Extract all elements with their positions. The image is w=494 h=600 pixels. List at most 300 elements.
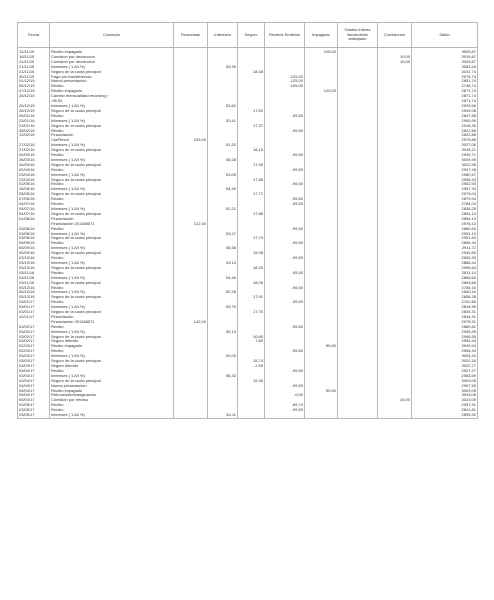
cell-concepto: Seguro de la cuota principal xyxy=(50,148,174,153)
cell-fecha: 30/11/15 xyxy=(18,75,50,80)
cell-intereses: 55,28 xyxy=(208,158,238,163)
cell-concepto: Financiación xyxy=(50,315,174,320)
cell-fecha: 05/04/17 xyxy=(18,398,50,403)
cell-concepto: Intereses ( 1,84 %) xyxy=(50,276,174,281)
cell-concepto: Recibo impagado xyxy=(50,48,174,55)
cell-concepto: Intereses ( 1,84 %) xyxy=(50,290,174,295)
cell-saldo: 2980,57 xyxy=(412,173,478,178)
cell-seguro: 17,76 xyxy=(238,310,265,315)
cell-fecha: 03/08/16 xyxy=(18,236,50,241)
cell-fecha: 03/10/16 xyxy=(18,261,50,266)
cell-saldo: 2911,72 xyxy=(412,246,478,251)
col-impagado: Impagado xyxy=(305,23,338,48)
cell-saldo: 2927,27 xyxy=(412,369,478,374)
cell-fecha: 03/02/17 xyxy=(18,325,50,330)
cell-concepto: Intereses ( 1,84 %) xyxy=(50,158,174,163)
cell-concepto: Seguro de la cuota principal xyxy=(50,124,174,129)
cell-fecha: 12/02/16 xyxy=(18,133,50,138)
cell-saldo: 2902,93 xyxy=(412,182,478,187)
cell-concepto: Intereses ( 1,84 %) xyxy=(50,354,174,359)
cell-intereses: 55,14 xyxy=(208,330,238,335)
cell-fecha: 05/09/16 xyxy=(18,251,50,256)
cell-concepto: Recibo xyxy=(50,114,174,119)
cell-fecha: 05/01/16 xyxy=(18,114,50,119)
cell-fecha: 03/11/16 xyxy=(18,281,50,286)
cell-concepto: Recibo xyxy=(50,241,174,246)
cell-concepto: Recibo xyxy=(50,256,174,261)
cell-saldo: 3022,77 xyxy=(412,364,478,369)
cell-saldo: 2847,58 xyxy=(412,114,478,119)
cell-fecha: 03/02/17 xyxy=(18,335,50,340)
cell-saldo: 2934,10 xyxy=(412,232,478,237)
col-gastos-interes: Gastos Interes Vencimiento anticipado xyxy=(338,23,378,48)
cell-concepto: Seguro de la cuota principal xyxy=(50,192,174,197)
cell-concepto: Intereses ( 1,84 %) xyxy=(50,413,174,418)
cell-seguro: 18,06 xyxy=(238,281,265,286)
col-recibos-emitidos: Recibos Emitidos xyxy=(265,23,305,48)
cell-concepto: Seguro de la cuota principal xyxy=(50,178,174,183)
cell-saldo: 2834,31 xyxy=(412,310,478,315)
cell-fecha: 01/12/15 xyxy=(18,79,50,84)
cell-fecha: 23/01/16 xyxy=(18,119,50,124)
cell-financiado: 153,00 xyxy=(174,138,208,143)
cell-fecha: 04/04/17 xyxy=(18,384,50,389)
cell-saldo: 2907,55 xyxy=(412,384,478,389)
cell-saldo: 2822,86 xyxy=(412,133,478,138)
cell-recibos-emitidos: -95,50 xyxy=(265,241,305,246)
cell-saldo: 3019,87 xyxy=(412,55,478,60)
cell-recibos-emitidos: -125,00 xyxy=(265,79,305,84)
cell-concepto: Recibo xyxy=(50,369,174,374)
cell-recibos-emitidos: -95,50 xyxy=(265,369,305,374)
cell-saldo: 2930,80 xyxy=(412,251,478,256)
cell-seguro: 19,36 xyxy=(238,379,265,384)
cell-recibos-emitidos: -95,50 xyxy=(265,349,305,354)
cell-fecha: 03/01/17 xyxy=(18,310,50,315)
cell-fecha: 03/04/17 xyxy=(18,379,50,384)
col-seguro: Seguro xyxy=(238,23,265,48)
cell-concepto: Comision por devolucion xyxy=(50,55,174,60)
cell-saldo: 2834,31 xyxy=(412,315,478,320)
cell-saldo: 2851,74 xyxy=(412,79,478,84)
cell-recibos-emitidos: -95,50 xyxy=(265,300,305,305)
cell-concepto: Intereses ( 1,84 %) xyxy=(50,104,174,109)
cell-saldo: 2927,48 xyxy=(412,168,478,173)
cell-saldo: 2822,86 xyxy=(412,129,478,134)
cell-concepto: Recibo xyxy=(50,84,174,89)
cell-concepto: Recibo xyxy=(50,286,174,291)
table-row xyxy=(18,48,478,55)
cell-comisiones: 10,00 xyxy=(378,55,412,60)
cell-fecha: 03/11/16 xyxy=(18,276,50,281)
cell-recibos-emitidos: -85,74 xyxy=(265,403,305,408)
cell-recibos-emitidos: -95,50 xyxy=(265,114,305,119)
cell-gastos-interes xyxy=(338,48,378,55)
cell-concepto: Nueva presentación xyxy=(50,384,174,389)
cell-concepto: Seguro de la cuota principal xyxy=(50,70,174,75)
cell-intereses: 53,39 xyxy=(208,65,238,70)
cell-saldo: 2854,13 xyxy=(412,212,478,217)
cell-recibos-emitidos: -95,50 xyxy=(265,408,305,413)
cell-concepto: Recibo xyxy=(50,153,174,158)
cell-concepto: Financiación xyxy=(50,133,174,138)
cell-fecha: 03/05/17 xyxy=(18,413,50,418)
cell-recibos-emitidos: -0,00 xyxy=(265,393,305,398)
cell-concepto: Seguro diferido xyxy=(50,364,174,369)
cell-fecha: 07/06/16 xyxy=(18,197,50,202)
cell-intereses: 55,38 xyxy=(208,246,238,251)
cell-recibos-emitidos: -95,50 xyxy=(265,129,305,134)
cell-financiado xyxy=(174,48,208,55)
cell-concepto: Intereses ( 1,84 %) xyxy=(50,232,174,237)
cell-seguro: 17,71 xyxy=(238,192,265,197)
cell-saldo: 3027,06 xyxy=(412,143,478,148)
cell-seguro: 18,15 xyxy=(238,148,265,153)
cell-saldo: 2975,86 xyxy=(412,138,478,143)
cell-recibos-emitidos: -95,50 xyxy=(265,325,305,330)
cell-saldo: 3022,98 xyxy=(412,163,478,168)
cell-concepto: Seguro de la cuota principal xyxy=(50,359,174,364)
cell-saldo: 2880,63 xyxy=(412,227,478,232)
cell-intereses: 53,09 xyxy=(208,173,238,178)
cell-concepto: Seguro de la cuota principal xyxy=(50,163,174,168)
cell-comisiones xyxy=(378,48,412,55)
cell-fecha: 27/02/16 xyxy=(18,148,50,153)
cell-saldo: 2954,44 xyxy=(412,349,478,354)
cell-fecha: 23/01/16 xyxy=(18,124,50,129)
cell-fecha: 23/04/16 xyxy=(18,178,50,183)
cell-fecha: 05/04/17 xyxy=(18,393,50,398)
cell-intereses: 54,40 xyxy=(208,187,238,192)
cell-saldo: 2949,71 xyxy=(412,153,478,158)
cell-saldo: 3003,05 xyxy=(412,389,478,394)
cell-saldo: 2976,31 xyxy=(412,320,478,325)
cell-saldo: 3049,94 xyxy=(412,344,478,349)
cell-recibos-emitidos: -95,50 xyxy=(265,153,305,158)
cell-concepto: Financiación xyxy=(50,217,174,222)
cell-concepto: Seguro de la cuota principal xyxy=(50,251,174,256)
cell-fecha: 28/05/16 xyxy=(18,192,50,197)
cell-saldo: 3083,26 xyxy=(412,65,478,70)
cell-concepto: Seguro de la cuota principal xyxy=(50,310,174,315)
cell-saldo: 2854,13 xyxy=(412,217,478,222)
cell-intereses xyxy=(208,48,238,55)
cell-saldo: 2871,74 xyxy=(412,94,478,99)
cell-saldo: 2954,44 xyxy=(412,339,478,344)
cell-concepto: Recibo xyxy=(50,182,174,187)
cell-fecha: 04/07/16 xyxy=(18,202,50,207)
cell-saldo: 2976,13 xyxy=(412,222,478,227)
cell-saldo: 2895,92 xyxy=(412,413,478,418)
cell-concepto: Recibo xyxy=(50,197,174,202)
cell-fecha: 03/08/16 xyxy=(18,232,50,237)
cell-concepto: Pago por transferencia xyxy=(50,75,174,80)
cell-recibos-emitidos: -95,50 xyxy=(265,182,305,187)
cell-concepto: Financiación 201368571 xyxy=(50,222,174,227)
cell-concepto: Intereses ( 1,84 %) xyxy=(50,143,174,148)
cell-fecha: 02/03/17 xyxy=(18,344,50,349)
cell-intereses: 50,00 xyxy=(208,354,238,359)
statement-body xyxy=(17,48,478,419)
col-intereses: Intereses xyxy=(208,23,238,48)
cell-seguro xyxy=(238,413,265,418)
cell-concepto: Intereses ( 1,84 %) xyxy=(50,305,174,310)
cell-fecha: 05/09/16 xyxy=(18,241,50,246)
cell-fecha: 03/08/16 xyxy=(18,227,50,232)
cell-seguro: 17,86 xyxy=(238,178,265,183)
cell-fecha: 05/12/16 xyxy=(18,286,50,291)
cell-recibos-emitidos: -125,00 xyxy=(265,75,305,80)
cell-recibos-emitidos: -95,50 xyxy=(265,197,305,202)
cell-saldo: 2998,43 xyxy=(412,178,478,183)
cell-saldo: 2784,04 xyxy=(412,202,478,207)
cell-saldo: 2836,25 xyxy=(412,207,478,212)
cell-seguro: 18,48 xyxy=(238,70,265,75)
cell-recibos-emitidos: -95,50 xyxy=(265,168,305,173)
cell-saldo: 2762,85 xyxy=(412,300,478,305)
cell-concepto: Seguro diferido xyxy=(50,339,174,344)
cell-saldo: 2835,30 xyxy=(412,256,478,261)
cell-saldo: 2946,55 xyxy=(412,335,478,340)
cell-intereses: 53,47 xyxy=(208,232,238,237)
cell-fecha: 03/04/17 xyxy=(18,369,50,374)
cell-concepto: Recibo impagado xyxy=(50,389,174,394)
cell-concepto: Intereses ( 1,84 %) xyxy=(50,330,174,335)
cell-impagado xyxy=(305,413,338,418)
cell-fecha: 03/03/17 xyxy=(18,354,50,359)
cell-fecha: 27/02/16 xyxy=(18,143,50,148)
cell-saldo: 2865,60 xyxy=(412,276,478,281)
cell-concepto: Cambio mensualidad revolving r xyxy=(50,94,174,99)
cell-fecha: 03/02/17 xyxy=(18,339,50,344)
cell-fecha: 03/11/16 xyxy=(18,271,50,276)
cell-intereses: 53,14 xyxy=(208,261,238,266)
cell-saldo: 3009,87 xyxy=(412,48,478,55)
cell-seguro: 10,60 xyxy=(238,335,265,340)
cell-seguro: 15,74 xyxy=(238,359,265,364)
cell-concepto: Cta/Revol xyxy=(50,138,174,143)
cell-fecha: 01/08/16 xyxy=(18,217,50,222)
cell-intereses: 54,46 xyxy=(208,276,238,281)
cell-fecha: 12/11/15 xyxy=(18,48,50,55)
cell-fecha: 05/12/16 xyxy=(18,295,50,300)
cell-fecha: 05/12/16 xyxy=(18,290,50,295)
col-saldo: Saldo xyxy=(412,23,478,48)
cell-concepto: Intereses ( 1,84 %) xyxy=(50,119,174,124)
cell-concepto: Recibo impagado xyxy=(50,344,174,349)
cell-intereses: 53,70 xyxy=(208,305,238,310)
cell-recibos-emitidos xyxy=(265,413,305,418)
cell-fecha: 04/07/16 xyxy=(18,212,50,217)
cell-seguro: 7,89 xyxy=(238,339,265,344)
cell-intereses: 52,28 xyxy=(208,290,238,295)
cell-saldo: 2975,04 xyxy=(412,192,478,197)
cell-saldo: 3004,44 xyxy=(412,354,478,359)
cell-concepto: Financiación 201368571 xyxy=(50,320,174,325)
cell-concepto: Seguro de la cuota principal xyxy=(50,295,174,300)
cell-recibos-emitidos xyxy=(265,48,305,55)
cell-saldo: 2871,74 xyxy=(412,99,478,104)
cell-saldo: 3003,05 xyxy=(412,379,478,384)
cell-impagado: 106,00 xyxy=(305,48,338,55)
cell-concepto: Seguro de la cuota principal xyxy=(50,379,174,384)
cell-fecha: 21/11/15 xyxy=(18,65,50,70)
cell-fecha: 03/02/17 xyxy=(18,330,50,335)
cell-concepto: -95,50 xyxy=(50,99,174,104)
cell-seguro: 17,52 xyxy=(238,109,265,114)
table-row xyxy=(18,413,478,418)
cell-financiado: 122,00 xyxy=(174,222,208,227)
cell-impagado: 95,50 xyxy=(305,344,338,349)
cell-saldo: 2811,14 xyxy=(412,271,478,276)
cell-saldo: 2935,95 xyxy=(412,330,478,335)
cell-fecha: 05/04/17 xyxy=(18,389,50,394)
cell-concepto: Recibo xyxy=(50,202,174,207)
cell-fecha: 21/11/15 xyxy=(18,70,50,75)
cell-saldo: 2816,55 xyxy=(412,305,478,310)
cell-fecha: 26/03/16 xyxy=(18,158,50,163)
cell-fecha: 03/03/17 xyxy=(18,359,50,364)
col-fecha: Fecha xyxy=(18,23,50,48)
col-comisiones: Comisiones xyxy=(378,23,412,48)
cell-saldo: 3004,99 xyxy=(412,158,478,163)
cell-comisiones: 20,00 xyxy=(378,398,412,403)
cell-concepto: Nueva presentación xyxy=(50,79,174,84)
cell-seguro: 2,59 xyxy=(238,364,265,369)
cell-concepto: Comisión por retraso xyxy=(50,398,174,403)
cell-fecha: 02/04/16 xyxy=(18,168,50,173)
cell-fecha: 26/12/15 xyxy=(18,104,50,109)
cell-fecha: 02/05/16 xyxy=(18,182,50,187)
cell-saldo: 3029,87 xyxy=(412,60,478,65)
cell-fecha: 28/05/16 xyxy=(18,187,50,192)
cell-financiado: 142,00 xyxy=(174,320,208,325)
cell-seguro: 17,74 xyxy=(238,236,265,241)
cell-concepto: Seguro de la cuota principal xyxy=(50,236,174,241)
cell-fecha: 26/03/16 xyxy=(18,163,50,168)
cell-financiado xyxy=(174,413,208,418)
cell-concepto: Intereses ( 1,84 %) xyxy=(50,173,174,178)
cell-saldo: 2951,84 xyxy=(412,236,478,241)
cell-impagado: 125,00 xyxy=(305,89,338,94)
cell-fecha: 02/03/17 xyxy=(18,349,50,354)
cell-fecha: 03/10/16 xyxy=(18,266,50,271)
cell-fecha: 23/04/16 xyxy=(18,173,50,178)
cell-comisiones xyxy=(378,413,412,418)
cell-concepto: Seguro de la cuota principal xyxy=(50,335,174,340)
cell-saldo: 2841,81 xyxy=(412,408,478,413)
cell-intereses: 54,11 xyxy=(208,413,238,418)
cell-concepto: Recibo xyxy=(50,168,174,173)
cell-fecha: 03/05/17 xyxy=(18,403,50,408)
cell-concepto: Seguro de la cuota principal xyxy=(50,212,174,217)
cell-fecha: 03/10/16 xyxy=(18,256,50,261)
cell-saldo: 3023,05 xyxy=(412,398,478,403)
cell-seguro: 17,99 xyxy=(238,163,265,168)
col-financiado: Financiado xyxy=(174,23,208,48)
cell-seguro: 17,37 xyxy=(238,124,265,129)
cell-gastos-interes xyxy=(338,413,378,418)
cell-concepto: Seguro de la cuota principal xyxy=(50,281,174,286)
cell-saldo: 2840,44 xyxy=(412,290,478,295)
cell-fecha: 05/09/16 xyxy=(18,246,50,251)
cell-saldo: 2900,99 xyxy=(412,119,478,124)
statement-header xyxy=(17,22,478,48)
cell-saldo: 3020,18 xyxy=(412,359,478,364)
cell-concepto: Intereses ( 1,84 %) xyxy=(50,374,174,379)
cell-fecha: 04/07/16 xyxy=(18,207,50,212)
cell-concepto: Comision por devolucion xyxy=(50,60,174,65)
cell-saldo: 2879,54 xyxy=(412,197,478,202)
cell-concepto: Intereses ( 1,84 %) xyxy=(50,261,174,266)
cell-fecha: 11/01/17 xyxy=(18,315,50,320)
cell-saldo: 2943,08 xyxy=(412,109,478,114)
cell-recibos-emitidos: -95,50 xyxy=(265,384,305,389)
cell-saldo: 2883,66 xyxy=(412,281,478,286)
cell-concepto: Recibo xyxy=(50,227,174,232)
cell-concepto: Seguro de la cuota principal xyxy=(50,266,174,271)
cell-recibos-emitidos: -95,50 xyxy=(265,202,305,207)
cell-saldo: 2746,74 xyxy=(412,84,478,89)
cell-concepto: Recibo xyxy=(50,349,174,354)
cell-concepto: Retrocesión/reasignación xyxy=(50,393,174,398)
cell-recibos-emitidos: -105,00 xyxy=(265,84,305,89)
cell-saldo: 3101,74 xyxy=(412,70,478,75)
cell-seguro: 17,88 xyxy=(238,212,265,217)
cell-fecha: 05/12/15 xyxy=(18,84,50,89)
cell-saldo: 2788,16 xyxy=(412,286,478,291)
cell-fecha: 03/01/17 xyxy=(18,305,50,310)
cell-saldo: 3003,05 xyxy=(412,393,478,398)
cell-concepto: Recibo xyxy=(50,129,174,134)
cell-saldo: 3045,21 xyxy=(412,148,478,153)
cell-intereses: 51,20 xyxy=(208,143,238,148)
col-concepto: Concepto xyxy=(50,23,174,48)
cell-concepto: Intereses ( 1,84 %) xyxy=(50,187,174,192)
cell-saldo: 2888,44 xyxy=(412,261,478,266)
cell-concepto: Intereses ( 1,84 %) xyxy=(50,246,174,251)
cell-fecha: 03/01/17 xyxy=(18,300,50,305)
cell-recibos-emitidos: -95,50 xyxy=(265,286,305,291)
cell-concepto: Recibo xyxy=(50,408,174,413)
cell-concepto: Intereses ( 1,84 %) xyxy=(50,65,174,70)
cell-fecha: 26/12/15 xyxy=(18,94,50,99)
cell-seguro: 17,91 xyxy=(238,295,265,300)
cell-intereses: 52,21 xyxy=(208,207,238,212)
cell-concepto: Recibo xyxy=(50,325,174,330)
cell-seguro: 18,20 xyxy=(238,266,265,271)
cell-recibos-emitidos: -95,50 xyxy=(265,271,305,276)
cell-fecha: 26/12/15 xyxy=(18,109,50,114)
cell-seguro xyxy=(238,48,265,55)
cell-comisiones: 10,00 xyxy=(378,60,412,65)
cell-concepto: Recibo impagado xyxy=(50,89,174,94)
cell-fecha: 16/11/15 xyxy=(18,55,50,60)
cell-recibos-emitidos: -95,50 xyxy=(265,227,305,232)
cell-fecha: 02/03/16 xyxy=(18,153,50,158)
cell-saldo: 2856,34 xyxy=(412,241,478,246)
cell-fecha: 07/12/15 xyxy=(18,89,50,94)
cell-saldo: 2906,64 xyxy=(412,266,478,271)
cell-concepto: Seguro de la cuota principal xyxy=(50,109,174,114)
cell-seguro: 19,08 xyxy=(238,251,265,256)
cell-fecha: 21/11/15 xyxy=(18,60,50,65)
cell-saldo: 2871,74 xyxy=(412,89,478,94)
cell-recibos-emitidos: -95,50 xyxy=(265,256,305,261)
cell-fecha: 03/04/17 xyxy=(18,374,50,379)
cell-saldo: 2957,33 xyxy=(412,187,478,192)
cell-fecha: 03/05/17 xyxy=(18,408,50,413)
